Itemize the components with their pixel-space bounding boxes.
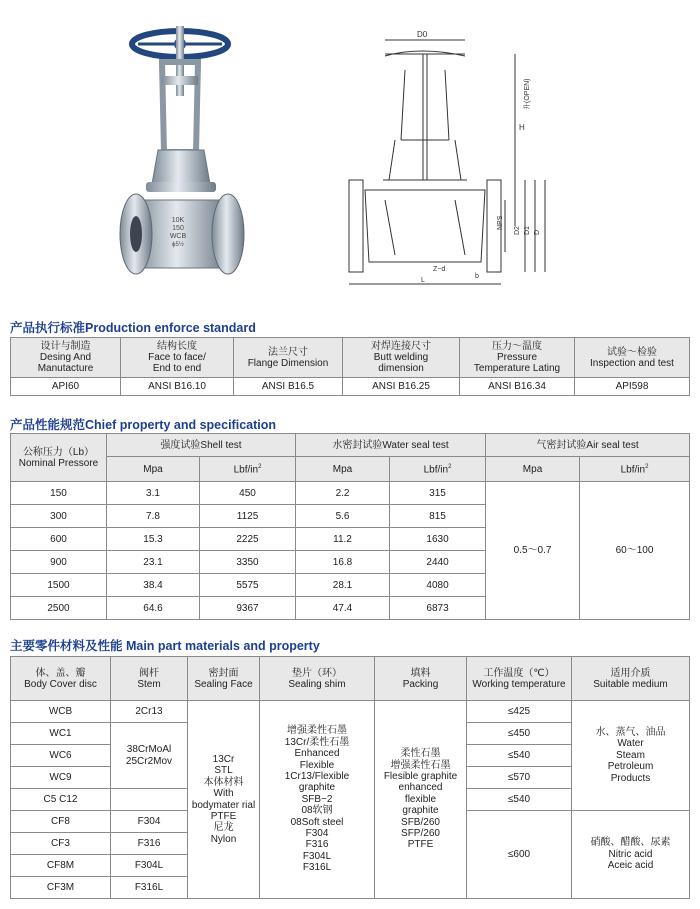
body-material: WC9 — [11, 767, 111, 789]
materials-header-stem: 阀杆 Stem — [111, 657, 188, 701]
production-value: ANSI B16.5 — [234, 378, 343, 396]
property-cell: 1500 — [11, 574, 107, 597]
property-cell: 315 — [390, 482, 486, 505]
medium-cell-2: 硝酸、醋酸、尿素 Nitric acid Aceic acid — [572, 811, 690, 899]
body-material: CF3 — [11, 833, 111, 855]
unit-mpa: Mpa — [486, 457, 580, 482]
property-header-shell: 强度试验Shell test — [107, 434, 296, 457]
property-header-air: 气密封试验Air seal test — [486, 434, 690, 457]
temperature-value: ≤570 — [467, 767, 572, 789]
production-standard-title: 产品执行标准Production enforce standard — [10, 321, 256, 335]
temperature-value: ≤540 — [467, 745, 572, 767]
body-material: C5 C12 — [11, 789, 111, 811]
unit-lbf: Lbf/$in^2$ — [200, 457, 296, 482]
materials-header-row — [11, 657, 690, 701]
materials-row — [11, 701, 690, 723]
production-header-flange: 法兰尺寸 Flange Dimension — [234, 338, 343, 378]
property-cell: 38.4 — [107, 574, 200, 597]
materials-title: 主要零件材料及性能 Main part materials and property — [10, 639, 320, 653]
label-d2: D2 — [514, 226, 521, 235]
property-header-row — [11, 434, 690, 457]
property-cell: 2225 — [200, 528, 296, 551]
property-cell: 815 — [390, 505, 486, 528]
label-d0: D0 — [417, 30, 428, 39]
property-cell: 300 — [11, 505, 107, 528]
property-cell: 900 — [11, 551, 107, 574]
property-cell: 23.1 — [107, 551, 200, 574]
temperature-value: ≤425 — [467, 701, 572, 723]
stem-material: F316 — [111, 833, 188, 855]
property-cell: 2440 — [390, 551, 486, 574]
property-cell: 7.8 — [107, 505, 200, 528]
materials-header-body: 体、盖、瓣 Body Cover disc — [11, 657, 111, 701]
property-cell: 47.4 — [296, 597, 390, 620]
property-cell: 450 — [200, 482, 296, 505]
materials-table — [10, 656, 690, 899]
sealing-shim-cell: 增强柔性石墨 13Cr/柔性石墨 Enhanced Flexible 1Cr13/Flexible graphite SFB−2 08软钢 08Soft steel F304 F316 F304L F316L — [260, 701, 375, 899]
unit-lbf: Lbf/$in^2$ — [580, 457, 690, 482]
body-material: WCB — [11, 701, 111, 723]
materials-header-sealing-face: 密封面 Sealing Face — [188, 657, 260, 701]
label-nps: NPS — [497, 215, 504, 230]
label-d1: D1 — [524, 226, 531, 235]
label-d: D — [534, 229, 541, 235]
photo-mark-2: 150 — [172, 225, 184, 232]
property-cell: 1125 — [200, 505, 296, 528]
production-value: API60 — [11, 378, 121, 396]
property-cell: 28.1 — [296, 574, 390, 597]
photo-mark-1: 10K — [171, 217, 185, 224]
sealing-face-cell: 13Cr STL 本体材料 With bodymater rial PTFE 尼龙 Nylon — [188, 701, 260, 899]
production-value: ANSI B16.34 — [460, 378, 575, 396]
medium-cell-1: 水、蒸气、油品 Water Steam Petroleum Products — [572, 701, 690, 811]
temperature-value: ≤600 — [467, 811, 572, 899]
property-table — [10, 433, 690, 620]
property-cell: 64.6 — [107, 597, 200, 620]
unit-mpa: Mpa — [296, 457, 390, 482]
production-header-design: 设计与制造 Desing And Manutacture — [11, 338, 121, 378]
temperature-value: ≤540 — [467, 789, 572, 811]
photo-mark-4: ϕ5½ — [172, 242, 184, 248]
production-value-row — [11, 378, 690, 396]
air-mpa-value: 0.5～0.7 — [486, 482, 580, 620]
materials-header-packing: 填料 Packing — [375, 657, 467, 701]
valve-dimension-drawing — [325, 30, 555, 290]
property-unit-row — [11, 457, 690, 482]
property-cell: 4080 — [390, 574, 486, 597]
production-standard-table — [10, 337, 690, 396]
property-cell: 11.2 — [296, 528, 390, 551]
materials-header-medium: 适用介质 Suitable medium — [572, 657, 690, 701]
body-material: WC1 — [11, 723, 111, 745]
gate-valve-photo — [118, 22, 268, 280]
body-material: CF8M — [11, 855, 111, 877]
property-cell: 16.8 — [296, 551, 390, 574]
property-header-water: 水密封试验Water seal test — [296, 434, 486, 457]
property-cell: 5.6 — [296, 505, 390, 528]
production-header-inspection: 试验～检验 Inspection and test — [575, 338, 690, 378]
property-cell: 15.3 — [107, 528, 200, 551]
label-zd: Z−d — [433, 266, 446, 273]
stem-material-empty — [111, 789, 188, 811]
stem-material: F304 — [111, 811, 188, 833]
label-l: L — [421, 277, 425, 284]
materials-header-temperature: 工作温度（℃） Working temperature — [467, 657, 572, 701]
unit-lbf: Lbf/$in^2$ — [390, 457, 486, 482]
materials-header-shim: 垫片（环） Sealing shim — [260, 657, 375, 701]
production-header-butt: 对焊连接尺寸 Butt welding dimension — [343, 338, 460, 378]
temperature-value: ≤450 — [467, 723, 572, 745]
production-value: API598 — [575, 378, 690, 396]
production-header-face: 结构长度 Face to face/ End to end — [121, 338, 234, 378]
photo-mark-3: WCB — [169, 233, 187, 240]
property-cell: 6873 — [390, 597, 486, 620]
property-cell: 5575 — [200, 574, 296, 597]
air-lbf-value: 60～100 — [580, 482, 690, 620]
label-h: H — [519, 123, 525, 132]
property-cell: 9367 — [200, 597, 296, 620]
stem-material-group: 38CrMoAl 25Cr2Mov — [111, 723, 188, 789]
property-row — [11, 482, 690, 505]
unit-mpa: Mpa — [107, 457, 200, 482]
body-material: CF8 — [11, 811, 111, 833]
stem-material: 2Cr13 — [111, 701, 188, 723]
stem-material: F304L — [111, 855, 188, 877]
stem-material: F316L — [111, 877, 188, 899]
property-cell: 2.2 — [296, 482, 390, 505]
body-material: WC6 — [11, 745, 111, 767]
property-cell: 3350 — [200, 551, 296, 574]
property-cell: 150 — [11, 482, 107, 505]
production-header-row — [11, 338, 690, 378]
property-header-pressure: 公称压力（Lb） Nominal Pressore — [11, 434, 107, 482]
label-b: b — [475, 273, 479, 280]
body-material: CF3M — [11, 877, 111, 899]
packing-cell: 柔性石墨 增强柔性石墨 Flesible graphite enhanced flexible graphite SFB/260 SFP/260 PTFE — [375, 701, 467, 899]
property-cell: 3.1 — [107, 482, 200, 505]
property-cell: 2500 — [11, 597, 107, 620]
label-open: 升(OPEN) — [524, 78, 531, 110]
production-value: ANSI B16.25 — [343, 378, 460, 396]
production-value: ANSI B16.10 — [121, 378, 234, 396]
property-cell: 1630 — [390, 528, 486, 551]
property-title: 产品性能规范Chief property and specification — [10, 418, 277, 432]
property-cell: 600 — [11, 528, 107, 551]
production-header-pressure: 压力～温度 Pressure Temperature Lating — [460, 338, 575, 378]
